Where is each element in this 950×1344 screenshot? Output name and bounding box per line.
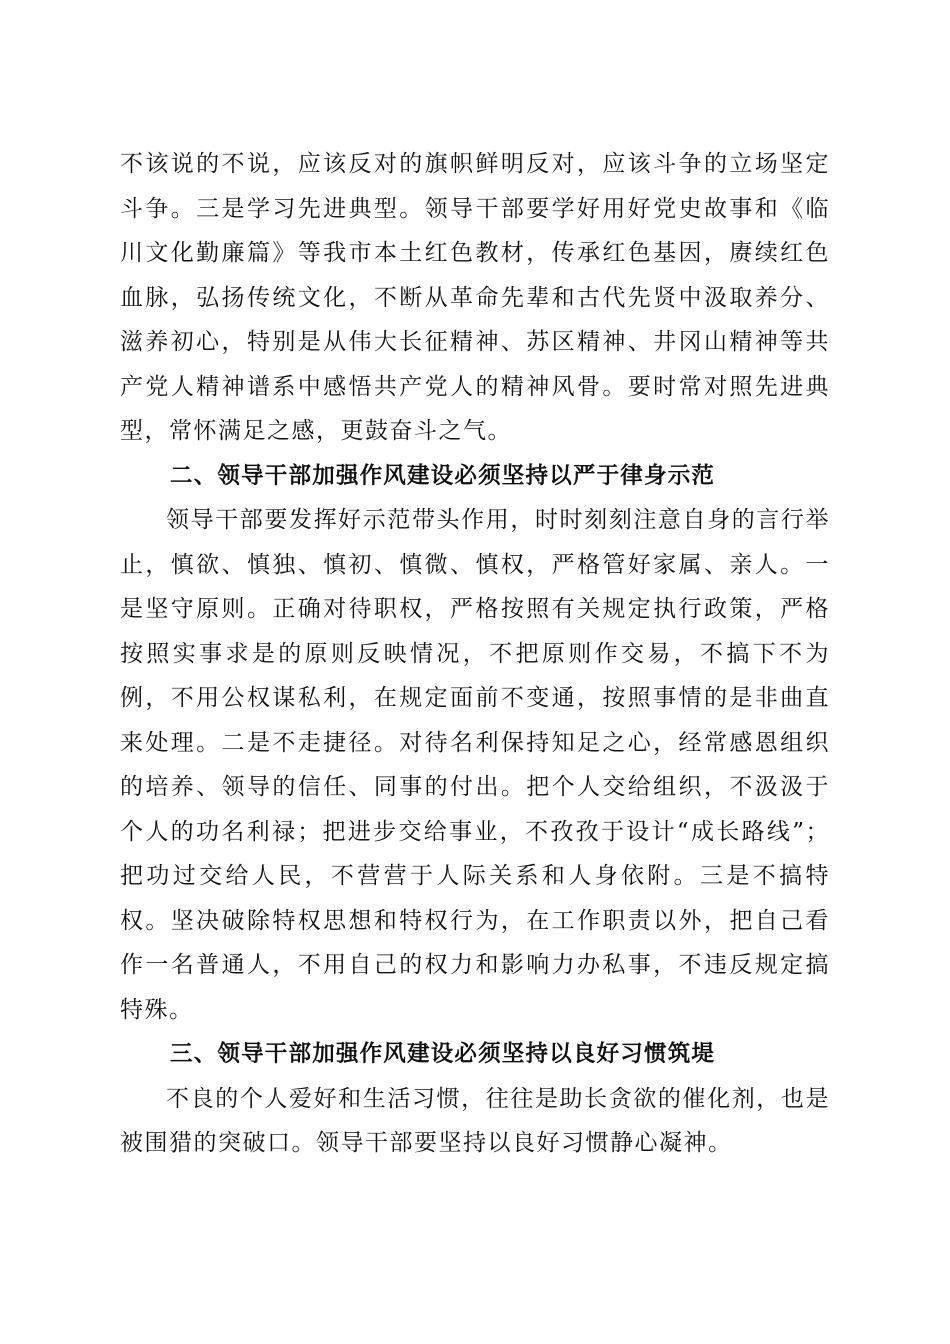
section-heading-2: 二、领导干部加强作风建设必须坚持以严于律身示范: [170, 462, 716, 489]
body-paragraph-section-2: 领导干部要发挥好示范带头作用，时时刻刻注意自身的言行举止，慎欲、慎独、慎初、慎微、慎权，严格管好家属、亲人。一是坚守原则。正确对待职权，严格按照有关规定执行政策，严格按照实事求是的原则反映情况，不把原则作交易，不搞下不为例，不用公权谋私利，在规定面前不变通，按照事情的是非曲直来处理。二是不走捷径。对待名利保持知足之心，经常感恩组织的培养、领导的信任、同事的付出。把个人交给组织，不汲汲于个人的功名利禄；把进步交给事业，不孜孜于设计“成长路线”；把功过交给人民，不营营于人际关系和人身依附。三是不搞特权。坚决破除特权思想和特权行为，在工作职责以外，把自己看作一名普通人，不用自己的权力和影响力办私事，不违反规定搞特殊。: [120, 507, 830, 1023]
document-page: [120, 142, 830, 1166]
body-paragraph-section-3: 不良的个人爱好和生活习惯，往往是助长贪欲的催化剂，也是被围猎的突破口。领导干部要坚持以良好习惯静心凝神。: [120, 1085, 830, 1156]
body-paragraph-continuation: 不该说的不说，应该反对的旗帜鲜明反对，应该斗争的立场坚定斗争。三是学习先进典型。领导干部要学好用好党史故事和《临川文化勤廉篇》等我市本土红色教材，传承红色基因，赓续红色血脉，弘扬传统文化，不断从革命先辈和古代先贤中汲取养分、滋养初心，特别是从伟大长征精神、苏区精神、井冈山精神等共产党人精神谱系中感悟共产党人的精神风骨。要时常对照先进典型，常怀满足之感，更鼓奋斗之气。: [120, 151, 830, 444]
section-heading-3: 三、领导干部加强作风建设必须坚持以良好习惯筑堤: [170, 1041, 716, 1067]
